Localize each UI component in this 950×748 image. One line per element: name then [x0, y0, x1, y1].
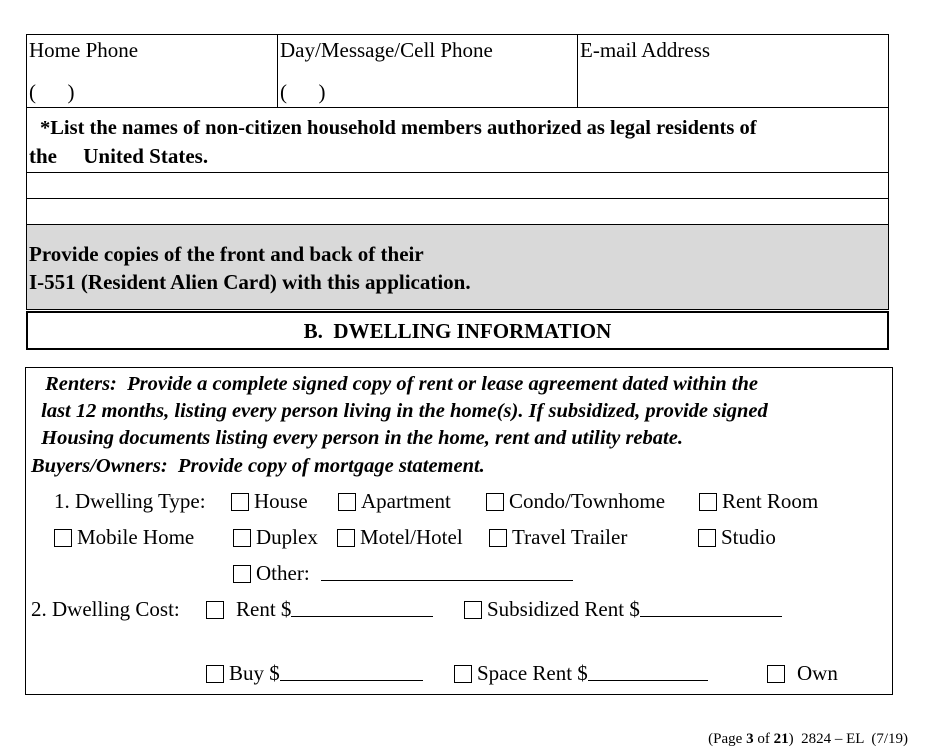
studio-checkbox[interactable]	[698, 529, 716, 547]
rent-room-checkbox[interactable]	[699, 493, 717, 511]
noncitizen-name-field[interactable]	[27, 199, 888, 224]
house-checkbox[interactable]	[231, 493, 249, 511]
home-phone-field[interactable]: ( )	[29, 80, 75, 104]
option-travel-trailer[interactable]	[489, 525, 627, 549]
condo-checkbox[interactable]	[486, 493, 504, 511]
notice-line2: I-551 (Resident Alien Card) with this application.	[29, 270, 471, 294]
dwelling-cost-label: 2. Dwelling Cost:	[31, 597, 180, 621]
own-checkbox[interactable]	[767, 665, 785, 683]
dwelling-type-label: 1. Dwelling Type:	[54, 489, 206, 513]
buy-amount-field[interactable]	[280, 662, 423, 681]
motel-checkbox[interactable]	[337, 529, 355, 547]
page-of: of	[753, 731, 774, 747]
option-motel[interactable]	[337, 525, 463, 549]
notice-line1: Provide copies of the front and back of their	[29, 242, 424, 266]
other-field[interactable]	[321, 562, 573, 581]
subsidized-rent-checkbox[interactable]	[464, 601, 482, 619]
page-number: 3	[746, 731, 754, 747]
noncitizen-heading-line1: *List the names of non-citizen household members authorized as legal residents of	[40, 117, 757, 139]
travel-trailer-label: Travel Trailer	[512, 525, 628, 549]
form-code: 2824 – EL (7/19)	[801, 731, 908, 747]
apartment-checkbox[interactable]	[338, 493, 356, 511]
option-rent[interactable]	[206, 597, 433, 621]
option-own[interactable]	[767, 661, 838, 685]
subsidized-rent-amount-field[interactable]	[640, 598, 782, 617]
cell-phone-label: Day/Message/Cell Phone	[280, 38, 493, 62]
buy-label: Buy $	[229, 661, 280, 685]
renters-instruction-line2: last 12 months, listing every person living in the home(s). If subsidized, provide signed	[36, 400, 768, 422]
other-label: Other:	[256, 561, 310, 585]
subsidized-rent-label: Subsidized Rent $	[487, 597, 640, 621]
option-studio[interactable]	[698, 525, 776, 549]
option-other[interactable]	[233, 561, 573, 585]
option-apartment[interactable]	[338, 489, 451, 513]
option-space-rent[interactable]	[454, 661, 708, 685]
divider	[577, 35, 578, 107]
mobile-home-checkbox[interactable]	[54, 529, 72, 547]
rent-label: Rent $	[236, 597, 292, 621]
cell-phone-field[interactable]: ( )	[280, 80, 326, 104]
email-field[interactable]	[580, 64, 885, 104]
option-condo[interactable]	[486, 489, 665, 513]
mobile-home-label: Mobile Home	[77, 525, 195, 549]
home-phone-label: Home Phone	[29, 38, 139, 62]
page-total: 21	[773, 731, 789, 747]
noncitizen-name-field[interactable]	[27, 173, 888, 198]
page-prefix: (Page	[708, 731, 747, 747]
divider	[277, 35, 278, 107]
option-duplex[interactable]	[233, 525, 318, 549]
renters-instruction-line3: Housing documents listing every person in the home, rent and utility rebate.	[36, 427, 683, 449]
email-label: E-mail Address	[580, 38, 711, 62]
divider	[27, 224, 889, 225]
other-checkbox[interactable]	[233, 565, 251, 583]
section-b-title: B. DWELLING INFORMATION	[303, 319, 612, 343]
noncitizen-heading-line2: the United States.	[29, 144, 209, 168]
motel-label: Motel/Hotel	[360, 525, 463, 549]
travel-trailer-checkbox[interactable]	[489, 529, 507, 547]
resident-card-notice	[27, 225, 888, 309]
option-mobile-home[interactable]	[54, 525, 194, 549]
option-subsidized-rent[interactable]	[464, 597, 782, 621]
duplex-checkbox[interactable]	[233, 529, 251, 547]
rent-amount-field[interactable]	[291, 598, 433, 617]
page-suffix: )	[788, 731, 794, 747]
buy-checkbox[interactable]	[206, 665, 224, 683]
condo-label: Condo/Townhome	[509, 489, 666, 513]
page-footer	[701, 712, 908, 748]
option-rent-room[interactable]	[699, 489, 818, 513]
option-buy[interactable]	[206, 661, 423, 685]
divider	[27, 107, 889, 108]
space-rent-label: Space Rent $	[477, 661, 588, 685]
house-label: House	[254, 489, 308, 513]
apartment-label: Apartment	[361, 489, 451, 513]
space-rent-amount-field[interactable]	[588, 662, 708, 681]
own-label: Own	[797, 661, 838, 685]
option-house[interactable]	[231, 489, 308, 513]
duplex-label: Duplex	[256, 525, 318, 549]
space-rent-checkbox[interactable]	[454, 665, 472, 683]
rent-room-label: Rent Room	[722, 489, 819, 513]
rent-checkbox[interactable]	[206, 601, 224, 619]
studio-label: Studio	[721, 525, 776, 549]
owners-instruction: Buyers/Owners: Provide copy of mortgage statement.	[31, 455, 485, 477]
renters-instruction-line1: Renters: Provide a complete signed copy of rent or lease agreement dated within the	[40, 373, 758, 395]
